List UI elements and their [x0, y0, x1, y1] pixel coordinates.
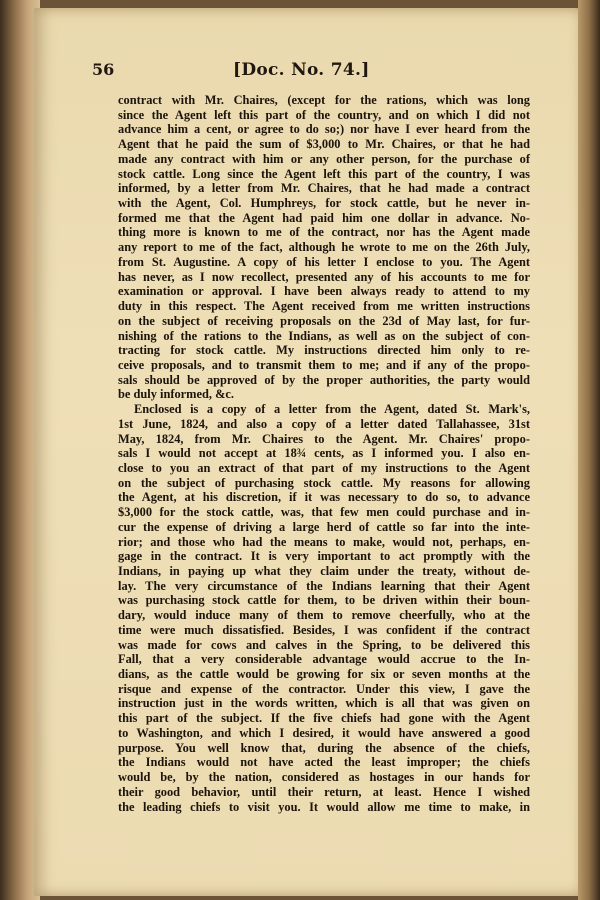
text-line: advance him a cent, or agree to do so;) nor have I ever heard from the [118, 122, 530, 137]
text-line: tracting for stock cattle. My instructions directed him only to re- [118, 343, 530, 358]
text-line: purpose. You well know that, during the absence of the chiefs, [118, 740, 530, 755]
text-line: dary, would induce many of them to remove cheerfully, who at the [118, 608, 530, 623]
running-header [92, 60, 392, 84]
text-line: has never, as I now recollect, presented any of his accounts to me for [118, 269, 530, 284]
text-line: dians, as the cattle would be growing for six or seven months at the [118, 667, 530, 682]
text-line: this part of the subject. If the five chiefs had gone with the Agent [118, 711, 530, 726]
text-line: the leading chiefs to visit you. It would allow me time to make, in [118, 799, 530, 814]
text-line: on the subject of receiving proposals on the 23d of May last, for fur- [118, 313, 530, 328]
text-line: Fall, that a very considerable advantage would accrue to the In- [118, 652, 530, 667]
text-line: to Washington, and which I desired, it would have answered a good [118, 725, 530, 740]
text-line: formed me that the Agent had paid him one dollar in advance. No- [118, 210, 530, 225]
page-stack-edge [578, 0, 600, 900]
text-line: rior; and those who had the means to make, would not, perhaps, en- [118, 534, 530, 549]
text-line: Agent that he paid the sum of $3,000 to Mr. Chaires, or that he had [118, 137, 530, 152]
text-line: nishing of the rations to the Indians, as well as on the subject of con- [118, 328, 530, 343]
text-line: was purchasing stock cattle for them, to be driven within their boun- [118, 593, 530, 608]
text-line: ceive proposals, and to transmit them to me; and if any of the propo- [118, 357, 530, 372]
text-line: the Indians would not have acted the least improper; the chiefs [118, 755, 530, 770]
page-number: 56 [92, 60, 115, 79]
text-line: would be, by the nation, considered as hostages in our hands for [118, 770, 530, 785]
text-line: 1st June, 1824, and also a copy of a letter dated Tallahassee, 31st [118, 416, 530, 431]
text-line: close to you an extract of that part of my instructions to the Agent [118, 460, 530, 475]
text-line: instruction just in the words written, which is all that was given on [118, 696, 530, 711]
text-line: from St. Augustine. A copy of his letter I enclose to you. The Agent [118, 254, 530, 269]
text-line: $3,000 for the stock cattle, was, that few men could purchase and in- [118, 505, 530, 520]
text-line: Enclosed is a copy of a letter from the Agent, dated St. Mark's, [134, 402, 530, 417]
text-line: stock cattle. Long since the Agent left this part of the country, I was [118, 166, 530, 181]
text-line: sals should be approved of by the proper authorities, the party would [118, 372, 530, 387]
text-line: any report to me of the fact, although he wrote to me on the 26th July, [118, 240, 530, 255]
text-line: made any contract with him or any other person, for the purchase of [118, 151, 530, 166]
text-line: gage in the contract. It is very important to act promptly with the [118, 549, 530, 564]
text-line: since the Agent left this part of the country, and on which I did not [118, 107, 530, 122]
text-line: examination or approval. I have been always ready to attend to my [118, 284, 530, 299]
text-line: on the subject of purchasing stock cattle. My reasons for allowing [118, 475, 530, 490]
text-line: the Agent, at his discretion, if it was necessary to do so, to advance [118, 490, 530, 505]
text-line: Indians, in paying up what they claim under the treaty, without de- [118, 564, 530, 578]
text-line: duty in this respect. The Agent received from me written instructions [118, 299, 530, 314]
text-line: with the Agent, Col. Humphreys, for stock cattle, but he never in- [118, 196, 530, 211]
text-line: thing more is known to me of the contract, nor has the Agent made [118, 225, 530, 240]
text-line: sals I would not accept at 18¾ cents, as I informed you. I also en- [118, 446, 530, 461]
text-line: cur the expense of driving a large herd of cattle so far into the inte- [118, 519, 530, 534]
text-line: contract with Mr. Chaires, (except for the rations, which was long [118, 93, 530, 107]
text-line: lay. The very circumstance of the Indians learning that their Agent [118, 578, 530, 593]
body-text [118, 93, 530, 814]
text-line: risque and expense of the contractor. Under this view, I gave the [118, 681, 530, 696]
text-line: their good behavior, until their return, at least. Hence I wished [118, 784, 530, 799]
text-line: was made for cows and calves in the Spring, to be delivered this [118, 637, 530, 652]
text-line: informed, by a letter from Mr. Chaires, that he had made a contract [118, 181, 530, 196]
text-line: be duly informed, &c. [118, 387, 234, 402]
text-line: time were much dissatisfied. Besides, I was confident if the contract [118, 622, 530, 637]
document-reference: [Doc. No. 74.] [233, 60, 370, 80]
text-line: May, 1824, from Mr. Chaires to the Agent. Mr. Chaires' propo- [118, 431, 530, 446]
